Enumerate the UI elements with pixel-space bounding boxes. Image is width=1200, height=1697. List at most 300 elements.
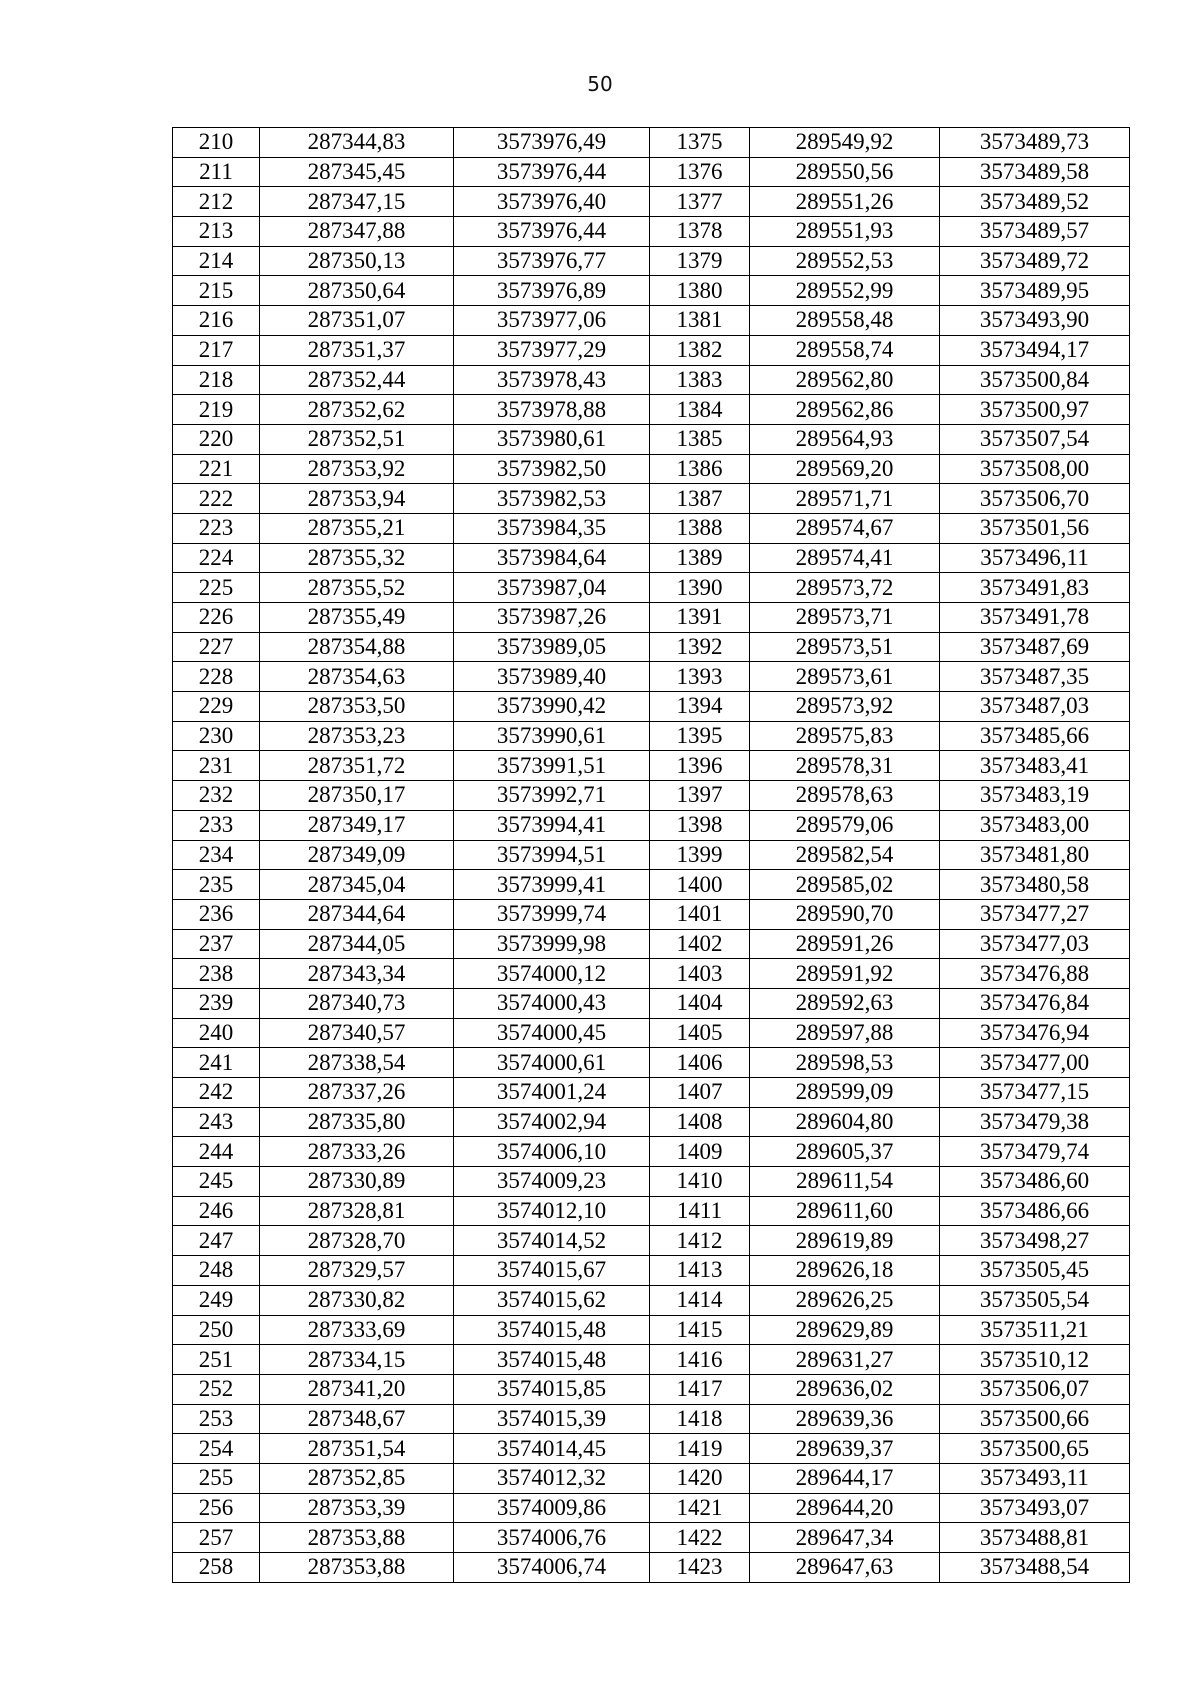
point-number-left-cell: 223: [173, 513, 260, 543]
x-coordinate-left-cell: 287350,64: [260, 276, 454, 306]
x-coordinate-right-cell: 289571,71: [750, 484, 940, 514]
y-coordinate-left-cell: 3574015,48: [454, 1345, 650, 1375]
x-coordinate-right-cell: 289626,25: [750, 1285, 940, 1315]
point-number-left-cell: 217: [173, 335, 260, 365]
x-coordinate-right-cell: 289591,92: [750, 959, 940, 989]
y-coordinate-right-cell: 3573506,07: [940, 1374, 1130, 1404]
y-coordinate-right-cell: 3573489,57: [940, 217, 1130, 247]
x-coordinate-right-cell: 289585,02: [750, 870, 940, 900]
table-row: [173, 1078, 1130, 1108]
point-number-right-cell: 1387: [650, 484, 750, 514]
y-coordinate-left-cell: 3573976,89: [454, 276, 650, 306]
point-number-right-cell: 1401: [650, 899, 750, 929]
point-number-right-cell: 1413: [650, 1256, 750, 1286]
x-coordinate-right-cell: 289574,41: [750, 543, 940, 573]
x-coordinate-right-cell: 289573,92: [750, 692, 940, 722]
table-row: [173, 1434, 1130, 1464]
point-number-right-cell: 1403: [650, 959, 750, 989]
table-row: [173, 454, 1130, 484]
x-coordinate-right-cell: 289597,88: [750, 1018, 940, 1048]
table-row: [173, 810, 1130, 840]
x-coordinate-left-cell: 287352,85: [260, 1463, 454, 1493]
y-coordinate-right-cell: 3573491,83: [940, 573, 1130, 603]
x-coordinate-left-cell: 287350,17: [260, 781, 454, 811]
x-coordinate-left-cell: 287349,09: [260, 840, 454, 870]
x-coordinate-left-cell: 287353,92: [260, 454, 454, 484]
x-coordinate-left-cell: 287338,54: [260, 1048, 454, 1078]
point-number-right-cell: 1392: [650, 632, 750, 662]
x-coordinate-right-cell: 289550,56: [750, 157, 940, 187]
point-number-left-cell: 233: [173, 810, 260, 840]
y-coordinate-right-cell: 3573477,03: [940, 929, 1130, 959]
y-coordinate-right-cell: 3573481,80: [940, 840, 1130, 870]
y-coordinate-left-cell: 3573982,53: [454, 484, 650, 514]
y-coordinate-right-cell: 3573500,97: [940, 395, 1130, 425]
y-coordinate-right-cell: 3573485,66: [940, 721, 1130, 751]
table-row: [173, 1226, 1130, 1256]
point-number-left-cell: 228: [173, 662, 260, 692]
y-coordinate-right-cell: 3573483,41: [940, 751, 1130, 781]
point-number-left-cell: 253: [173, 1404, 260, 1434]
y-coordinate-right-cell: 3573477,00: [940, 1048, 1130, 1078]
x-coordinate-left-cell: 287329,57: [260, 1256, 454, 1286]
x-coordinate-right-cell: 289626,18: [750, 1256, 940, 1286]
x-coordinate-right-cell: 289569,20: [750, 454, 940, 484]
point-number-right-cell: 1383: [650, 365, 750, 395]
x-coordinate-right-cell: 289578,63: [750, 781, 940, 811]
table-row: [173, 1493, 1130, 1523]
y-coordinate-right-cell: 3573501,56: [940, 513, 1130, 543]
y-coordinate-left-cell: 3574006,74: [454, 1553, 650, 1583]
x-coordinate-left-cell: 287334,15: [260, 1345, 454, 1375]
point-number-right-cell: 1391: [650, 603, 750, 633]
y-coordinate-left-cell: 3574000,43: [454, 988, 650, 1018]
point-number-right-cell: 1380: [650, 276, 750, 306]
x-coordinate-right-cell: 289619,89: [750, 1226, 940, 1256]
x-coordinate-left-cell: 287354,88: [260, 632, 454, 662]
x-coordinate-right-cell: 289579,06: [750, 810, 940, 840]
x-coordinate-left-cell: 287328,70: [260, 1226, 454, 1256]
table-row: [173, 573, 1130, 603]
point-number-right-cell: 1415: [650, 1315, 750, 1345]
point-number-right-cell: 1385: [650, 424, 750, 454]
point-number-right-cell: 1382: [650, 335, 750, 365]
x-coordinate-right-cell: 289549,92: [750, 128, 940, 158]
table-row: [173, 840, 1130, 870]
point-number-left-cell: 232: [173, 781, 260, 811]
table-row: [173, 187, 1130, 217]
point-number-left-cell: 234: [173, 840, 260, 870]
y-coordinate-left-cell: 3574014,52: [454, 1226, 650, 1256]
point-number-right-cell: 1421: [650, 1493, 750, 1523]
coordinates-table-body: [173, 128, 1130, 1583]
y-coordinate-left-cell: 3573984,64: [454, 543, 650, 573]
point-number-right-cell: 1390: [650, 573, 750, 603]
point-number-right-cell: 1376: [650, 157, 750, 187]
x-coordinate-right-cell: 289578,31: [750, 751, 940, 781]
y-coordinate-left-cell: 3573989,40: [454, 662, 650, 692]
x-coordinate-right-cell: 289582,54: [750, 840, 940, 870]
y-coordinate-right-cell: 3573479,38: [940, 1107, 1130, 1137]
table-row: [173, 1463, 1130, 1493]
x-coordinate-right-cell: 289604,80: [750, 1107, 940, 1137]
y-coordinate-right-cell: 3573496,11: [940, 543, 1130, 573]
x-coordinate-right-cell: 289647,63: [750, 1553, 940, 1583]
table-row: [173, 1404, 1130, 1434]
y-coordinate-left-cell: 3573999,98: [454, 929, 650, 959]
point-number-left-cell: 211: [173, 157, 260, 187]
point-number-left-cell: 246: [173, 1196, 260, 1226]
point-number-left-cell: 216: [173, 306, 260, 336]
point-number-left-cell: 240: [173, 1018, 260, 1048]
point-number-right-cell: 1417: [650, 1374, 750, 1404]
point-number-left-cell: 250: [173, 1315, 260, 1345]
y-coordinate-left-cell: 3573976,49: [454, 128, 650, 158]
point-number-left-cell: 247: [173, 1226, 260, 1256]
x-coordinate-left-cell: 287345,04: [260, 870, 454, 900]
point-number-left-cell: 252: [173, 1374, 260, 1404]
point-number-left-cell: 210: [173, 128, 260, 158]
table-row: [173, 1553, 1130, 1583]
point-number-left-cell: 225: [173, 573, 260, 603]
x-coordinate-left-cell: 287328,81: [260, 1196, 454, 1226]
table-row: [173, 276, 1130, 306]
y-coordinate-right-cell: 3573493,11: [940, 1463, 1130, 1493]
point-number-left-cell: 236: [173, 899, 260, 929]
x-coordinate-left-cell: 287333,26: [260, 1137, 454, 1167]
x-coordinate-left-cell: 287353,39: [260, 1493, 454, 1523]
x-coordinate-right-cell: 289591,26: [750, 929, 940, 959]
y-coordinate-right-cell: 3573488,54: [940, 1553, 1130, 1583]
point-number-right-cell: 1394: [650, 692, 750, 722]
point-number-left-cell: 214: [173, 246, 260, 276]
x-coordinate-left-cell: 287333,69: [260, 1315, 454, 1345]
y-coordinate-left-cell: 3574001,24: [454, 1078, 650, 1108]
table-row: [173, 1137, 1130, 1167]
point-number-right-cell: 1400: [650, 870, 750, 900]
x-coordinate-left-cell: 287352,51: [260, 424, 454, 454]
point-number-right-cell: 1386: [650, 454, 750, 484]
y-coordinate-left-cell: 3574009,23: [454, 1167, 650, 1197]
x-coordinate-right-cell: 289558,48: [750, 306, 940, 336]
x-coordinate-left-cell: 287351,72: [260, 751, 454, 781]
y-coordinate-right-cell: 3573508,00: [940, 454, 1130, 484]
point-number-left-cell: 229: [173, 692, 260, 722]
table-row: [173, 988, 1130, 1018]
x-coordinate-left-cell: 287344,64: [260, 899, 454, 929]
y-coordinate-right-cell: 3573476,88: [940, 959, 1130, 989]
point-number-right-cell: 1412: [650, 1226, 750, 1256]
x-coordinate-right-cell: 289644,20: [750, 1493, 940, 1523]
x-coordinate-left-cell: 287350,13: [260, 246, 454, 276]
point-number-left-cell: 231: [173, 751, 260, 781]
y-coordinate-right-cell: 3573487,03: [940, 692, 1130, 722]
table-row: [173, 1256, 1130, 1286]
point-number-right-cell: 1408: [650, 1107, 750, 1137]
point-number-left-cell: 212: [173, 187, 260, 217]
point-number-right-cell: 1406: [650, 1048, 750, 1078]
point-number-left-cell: 249: [173, 1285, 260, 1315]
y-coordinate-left-cell: 3574006,10: [454, 1137, 650, 1167]
y-coordinate-right-cell: 3573487,35: [940, 662, 1130, 692]
point-number-left-cell: 219: [173, 395, 260, 425]
point-number-right-cell: 1419: [650, 1434, 750, 1464]
point-number-left-cell: 227: [173, 632, 260, 662]
point-number-left-cell: 213: [173, 217, 260, 247]
point-number-left-cell: 255: [173, 1463, 260, 1493]
point-number-right-cell: 1405: [650, 1018, 750, 1048]
y-coordinate-left-cell: 3573992,71: [454, 781, 650, 811]
y-coordinate-left-cell: 3574014,45: [454, 1434, 650, 1464]
y-coordinate-left-cell: 3574012,32: [454, 1463, 650, 1493]
x-coordinate-left-cell: 287353,94: [260, 484, 454, 514]
x-coordinate-right-cell: 289590,70: [750, 899, 940, 929]
x-coordinate-left-cell: 287355,21: [260, 513, 454, 543]
table-row: [173, 1285, 1130, 1315]
y-coordinate-left-cell: 3573984,35: [454, 513, 650, 543]
point-number-left-cell: 238: [173, 959, 260, 989]
point-number-right-cell: 1402: [650, 929, 750, 959]
point-number-left-cell: 222: [173, 484, 260, 514]
table-row: [173, 1196, 1130, 1226]
table-row: [173, 306, 1130, 336]
y-coordinate-left-cell: 3573980,61: [454, 424, 650, 454]
point-number-left-cell: 258: [173, 1553, 260, 1583]
x-coordinate-right-cell: 289611,60: [750, 1196, 940, 1226]
y-coordinate-left-cell: 3573990,42: [454, 692, 650, 722]
x-coordinate-left-cell: 287351,54: [260, 1434, 454, 1464]
y-coordinate-left-cell: 3574000,61: [454, 1048, 650, 1078]
y-coordinate-right-cell: 3573479,74: [940, 1137, 1130, 1167]
x-coordinate-left-cell: 287344,05: [260, 929, 454, 959]
y-coordinate-left-cell: 3574015,62: [454, 1285, 650, 1315]
y-coordinate-right-cell: 3573494,17: [940, 335, 1130, 365]
y-coordinate-left-cell: 3573976,44: [454, 157, 650, 187]
coordinates-table: [172, 127, 1130, 1583]
table-row: [173, 1048, 1130, 1078]
table-row: [173, 217, 1130, 247]
y-coordinate-right-cell: 3573477,27: [940, 899, 1130, 929]
table-row: [173, 751, 1130, 781]
y-coordinate-left-cell: 3574000,45: [454, 1018, 650, 1048]
x-coordinate-right-cell: 289598,53: [750, 1048, 940, 1078]
x-coordinate-left-cell: 287340,57: [260, 1018, 454, 1048]
x-coordinate-right-cell: 289644,17: [750, 1463, 940, 1493]
y-coordinate-right-cell: 3573488,81: [940, 1523, 1130, 1553]
point-number-left-cell: 215: [173, 276, 260, 306]
point-number-right-cell: 1411: [650, 1196, 750, 1226]
table-row: [173, 899, 1130, 929]
x-coordinate-right-cell: 289599,09: [750, 1078, 940, 1108]
point-number-left-cell: 257: [173, 1523, 260, 1553]
table-row: [173, 365, 1130, 395]
y-coordinate-right-cell: 3573510,12: [940, 1345, 1130, 1375]
table-row: [173, 157, 1130, 187]
y-coordinate-right-cell: 3573486,60: [940, 1167, 1130, 1197]
point-number-left-cell: 243: [173, 1107, 260, 1137]
x-coordinate-left-cell: 287351,07: [260, 306, 454, 336]
y-coordinate-right-cell: 3573476,94: [940, 1018, 1130, 1048]
point-number-left-cell: 245: [173, 1167, 260, 1197]
x-coordinate-left-cell: 287341,20: [260, 1374, 454, 1404]
table-row: [173, 395, 1130, 425]
x-coordinate-left-cell: 287351,37: [260, 335, 454, 365]
y-coordinate-right-cell: 3573489,95: [940, 276, 1130, 306]
y-coordinate-left-cell: 3574002,94: [454, 1107, 650, 1137]
y-coordinate-right-cell: 3573480,58: [940, 870, 1130, 900]
point-number-right-cell: 1378: [650, 217, 750, 247]
x-coordinate-right-cell: 289551,93: [750, 217, 940, 247]
table-row: [173, 1315, 1130, 1345]
y-coordinate-right-cell: 3573505,45: [940, 1256, 1130, 1286]
point-number-left-cell: 226: [173, 603, 260, 633]
y-coordinate-right-cell: 3573493,90: [940, 306, 1130, 336]
point-number-right-cell: 1414: [650, 1285, 750, 1315]
point-number-right-cell: 1395: [650, 721, 750, 751]
point-number-right-cell: 1379: [650, 246, 750, 276]
point-number-right-cell: 1389: [650, 543, 750, 573]
y-coordinate-right-cell: 3573500,66: [940, 1404, 1130, 1434]
table-row: [173, 1374, 1130, 1404]
y-coordinate-left-cell: 3573999,41: [454, 870, 650, 900]
x-coordinate-left-cell: 287347,15: [260, 187, 454, 217]
x-coordinate-left-cell: 287349,17: [260, 810, 454, 840]
point-number-right-cell: 1420: [650, 1463, 750, 1493]
x-coordinate-left-cell: 287330,82: [260, 1285, 454, 1315]
y-coordinate-right-cell: 3573506,70: [940, 484, 1130, 514]
x-coordinate-right-cell: 289562,80: [750, 365, 940, 395]
page-number: 50: [587, 72, 613, 96]
table-row: [173, 484, 1130, 514]
x-coordinate-right-cell: 289574,67: [750, 513, 940, 543]
y-coordinate-left-cell: 3574006,76: [454, 1523, 650, 1553]
x-coordinate-right-cell: 289573,72: [750, 573, 940, 603]
x-coordinate-right-cell: 289573,61: [750, 662, 940, 692]
point-number-right-cell: 1398: [650, 810, 750, 840]
x-coordinate-left-cell: 287345,45: [260, 157, 454, 187]
y-coordinate-left-cell: 3573987,26: [454, 603, 650, 633]
table-row: [173, 929, 1130, 959]
point-number-left-cell: 254: [173, 1434, 260, 1464]
y-coordinate-right-cell: 3573500,84: [940, 365, 1130, 395]
y-coordinate-right-cell: 3573489,73: [940, 128, 1130, 158]
table-row: [173, 246, 1130, 276]
point-number-right-cell: 1410: [650, 1167, 750, 1197]
y-coordinate-right-cell: 3573486,66: [940, 1196, 1130, 1226]
y-coordinate-left-cell: 3573994,41: [454, 810, 650, 840]
x-coordinate-right-cell: 289631,27: [750, 1345, 940, 1375]
point-number-right-cell: 1381: [650, 306, 750, 336]
point-number-right-cell: 1404: [650, 988, 750, 1018]
point-number-left-cell: 244: [173, 1137, 260, 1167]
table-row: [173, 692, 1130, 722]
x-coordinate-left-cell: 287355,32: [260, 543, 454, 573]
x-coordinate-right-cell: 289611,54: [750, 1167, 940, 1197]
y-coordinate-right-cell: 3573507,54: [940, 424, 1130, 454]
x-coordinate-right-cell: 289562,86: [750, 395, 940, 425]
point-number-right-cell: 1422: [650, 1523, 750, 1553]
table-row: [173, 662, 1130, 692]
y-coordinate-right-cell: 3573477,15: [940, 1078, 1130, 1108]
y-coordinate-left-cell: 3573976,40: [454, 187, 650, 217]
y-coordinate-left-cell: 3573977,29: [454, 335, 650, 365]
y-coordinate-left-cell: 3574009,86: [454, 1493, 650, 1523]
x-coordinate-left-cell: 287353,50: [260, 692, 454, 722]
x-coordinate-right-cell: 289551,26: [750, 187, 940, 217]
y-coordinate-right-cell: 3573505,54: [940, 1285, 1130, 1315]
point-number-right-cell: 1407: [650, 1078, 750, 1108]
y-coordinate-left-cell: 3573976,44: [454, 217, 650, 247]
y-coordinate-left-cell: 3573989,05: [454, 632, 650, 662]
y-coordinate-left-cell: 3573994,51: [454, 840, 650, 870]
table-row: [173, 424, 1130, 454]
y-coordinate-left-cell: 3573990,61: [454, 721, 650, 751]
y-coordinate-left-cell: 3574000,12: [454, 959, 650, 989]
point-number-right-cell: 1375: [650, 128, 750, 158]
x-coordinate-left-cell: 287353,88: [260, 1523, 454, 1553]
x-coordinate-left-cell: 287353,88: [260, 1553, 454, 1583]
x-coordinate-left-cell: 287352,62: [260, 395, 454, 425]
point-number-left-cell: 235: [173, 870, 260, 900]
y-coordinate-right-cell: 3573483,00: [940, 810, 1130, 840]
y-coordinate-left-cell: 3574015,39: [454, 1404, 650, 1434]
x-coordinate-right-cell: 289552,53: [750, 246, 940, 276]
y-coordinate-left-cell: 3573977,06: [454, 306, 650, 336]
table-row: [173, 1018, 1130, 1048]
y-coordinate-left-cell: 3573999,74: [454, 899, 650, 929]
x-coordinate-left-cell: 287355,49: [260, 603, 454, 633]
x-coordinate-left-cell: 287355,52: [260, 573, 454, 603]
point-number-right-cell: 1388: [650, 513, 750, 543]
point-number-left-cell: 239: [173, 988, 260, 1018]
y-coordinate-left-cell: 3574015,67: [454, 1256, 650, 1286]
x-coordinate-left-cell: 287348,67: [260, 1404, 454, 1434]
x-coordinate-left-cell: 287354,63: [260, 662, 454, 692]
point-number-right-cell: 1377: [650, 187, 750, 217]
y-coordinate-left-cell: 3573978,88: [454, 395, 650, 425]
y-coordinate-left-cell: 3573976,77: [454, 246, 650, 276]
point-number-right-cell: 1384: [650, 395, 750, 425]
point-number-left-cell: 220: [173, 424, 260, 454]
point-number-right-cell: 1393: [650, 662, 750, 692]
y-coordinate-left-cell: 3574015,85: [454, 1374, 650, 1404]
x-coordinate-left-cell: 287337,26: [260, 1078, 454, 1108]
point-number-left-cell: 256: [173, 1493, 260, 1523]
table-row: [173, 1345, 1130, 1375]
x-coordinate-right-cell: 289629,89: [750, 1315, 940, 1345]
y-coordinate-left-cell: 3573978,43: [454, 365, 650, 395]
x-coordinate-right-cell: 289605,37: [750, 1137, 940, 1167]
x-coordinate-right-cell: 289592,63: [750, 988, 940, 1018]
table-row: [173, 1107, 1130, 1137]
table-row: [173, 543, 1130, 573]
table-row: [173, 781, 1130, 811]
x-coordinate-left-cell: 287352,44: [260, 365, 454, 395]
x-coordinate-right-cell: 289573,51: [750, 632, 940, 662]
y-coordinate-right-cell: 3573489,58: [940, 157, 1130, 187]
point-number-right-cell: 1416: [650, 1345, 750, 1375]
y-coordinate-left-cell: 3574015,48: [454, 1315, 650, 1345]
point-number-left-cell: 251: [173, 1345, 260, 1375]
point-number-left-cell: 230: [173, 721, 260, 751]
x-coordinate-right-cell: 289573,71: [750, 603, 940, 633]
y-coordinate-right-cell: 3573483,19: [940, 781, 1130, 811]
point-number-left-cell: 224: [173, 543, 260, 573]
point-number-left-cell: 242: [173, 1078, 260, 1108]
y-coordinate-right-cell: 3573493,07: [940, 1493, 1130, 1523]
table-row: [173, 632, 1130, 662]
x-coordinate-right-cell: 289636,02: [750, 1374, 940, 1404]
